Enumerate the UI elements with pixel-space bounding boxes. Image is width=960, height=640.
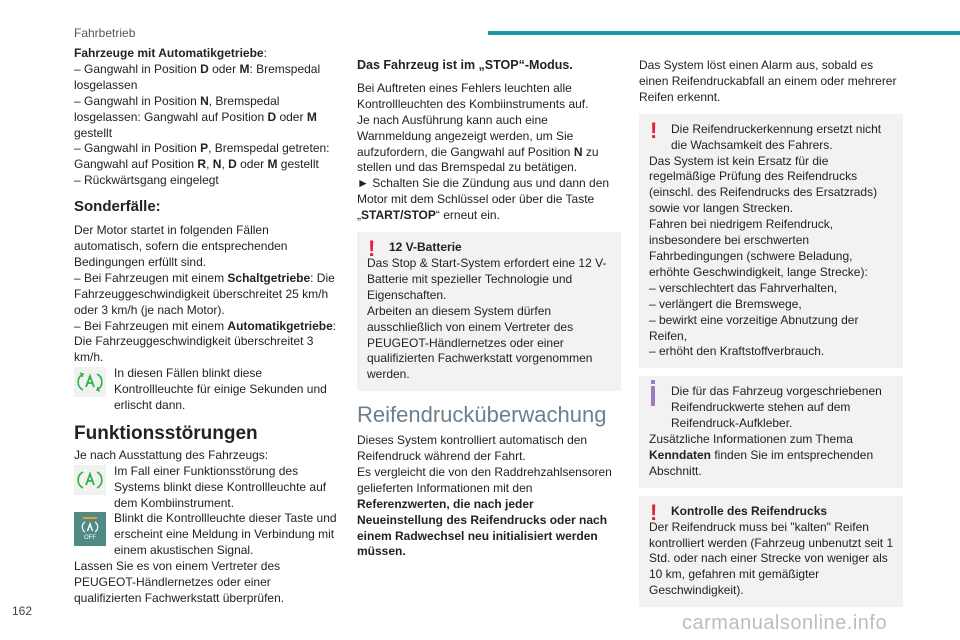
battery-warning-title: 12 V-Batterie (389, 240, 462, 255)
page-number: 162 (12, 604, 33, 618)
tpms-text-1: Dieses System kontrolliert automatisch den Reifendruck während der Fahrt. (357, 433, 588, 464)
pressure-check-title: Kontrolle des Reifendrucks (671, 503, 828, 518)
column-1 (74, 46, 338, 607)
stop-mode-text-3: ► Schalten Sie die Zündung aus und dann den Motor mit dem Schlüssel oder über die Taste „START/STOP“ erneut ein. (357, 176, 610, 223)
warning-exclamation-icon: ! (650, 499, 658, 525)
tyre-warning-box: ! Die Reifendruckerkennung ersetzt nicht die Wachsamkeit des Fahrers. Das System ist kein Ersatz für die regelmäßige Prüfung des Reifendrucks (einschl. des Reifendrucks des Ersatzrads) sowie vor langen Strecken. Fahren bei niedrigem Reifendruck, insbesondere bei erschwerten Fahrbedingungen (schwere Beladung, erhöhte Geschwindigkeit, lange Strecke): – verschlechtert das Fahrverhalten, – verlängert die Bremswege, – bewirkt eine vorzeitige Abnutzung der Reifen, – erhöht den Kraftstoffverbrauch. (639, 114, 903, 369)
stop-start-green-indicator-icon (74, 367, 106, 397)
column-2 (357, 46, 621, 560)
list-item: – verlängert die Bremswege, (649, 296, 802, 311)
auto-gearbox-title: Fahrzeuge mit Automatikgetriebe (74, 46, 264, 60)
warning-exclamation-icon: ! (650, 117, 658, 143)
special-cases-indicator: In diesen Fällen blinkt diese Kontrollleuchte für einige Sekunden und erlischt dann. (74, 366, 338, 414)
auto-gearbox-block: Fahrzeuge mit Automatikgetriebe: – Gangwahl in Position D oder M: Bremspedal losgelassen – Gangwahl in Position N, Bremspedal losgelassen: Gangwahl auf Position D oder M gestellt – Gangwahl in Position P, Bremspedal getreten: Gangwahl auf Position R, N, D oder M gestellt – Rückwärtsgang eingelegt (74, 46, 330, 188)
alarm-text: Das System löst einen Alarm aus, sobald es einen Reifendruckabfall an einem oder mehrerer Reifen erkennt. (639, 58, 897, 104)
tpms-heading: Reifendrucküberwachung (357, 402, 607, 428)
special-cases-intro: Der Motor startet in folgenden Fällen automatisch, sofern die entsprechenden Bedingungen erfüllt sind. (74, 223, 288, 269)
info-icon (651, 380, 655, 384)
tpms-text-2: Es vergleicht die von den Raddrehzahlsensoren gelieferten Informationen mit den Referenzwerten, die nach jeder Neueinstellung des Reifendrucks oder nach einem Radwechsel neu initialisiert werden müssen. (357, 464, 612, 559)
running-header: Fahrbetrieb (74, 26, 136, 40)
stop-mode-text-1: Bei Auftreten eines Fehlers leuchten alle Kontrollleuchten des Kombiinstruments auf. (357, 80, 589, 111)
faults-indicator-1: Im Fall einer Funktionsstörung des Systems blinkt diese Kontrollleuchte auf dem Kombiinstrument. (74, 464, 338, 512)
header-accent-bar (488, 31, 960, 35)
pressure-check-warning-box: ! Kontrolle des Reifendrucks Der Reifendruck muss bei "kalten" Reifen kontrolliert werden (Fahrzeug unbenutzt seit 1 Std. oder nach einer Strecke von weniger als 10 km, gefahren mit gemäßigter Geschwindigkeit). (639, 496, 903, 607)
battery-warning-box: ! 12 V-Batterie Das Stop & Start-System erfordert eine 12 V-Batterie mit spezieller Technologie und Eigenschaften. Arbeiten an diesem System dürfen ausschließlich von einem Vertreter des PEUGEOT-Händlernetzes oder einer qualifizierten Fachwerkstatt vorgenommen werden. (357, 232, 621, 391)
stop-start-indicator-icon (74, 465, 106, 495)
faults-indicator-2: OFF Blinkt die Kontrollleuchte dieser Taste und erscheint eine Meldung in Verbindung mit einem akustischen Signal. (74, 511, 338, 559)
special-cases-auto: – Bei Fahrzeugen mit einem Automatikgetriebe: Die Fahrzeuggeschwindigkeit überschreitet 3 km/h. (74, 318, 337, 365)
stop-mode-text-2: Je nach Ausführung kann auch eine Warnmeldung angezeigt werden, um Sie aufzufordern, die Gangwahl auf Position N zu stellen und das Bremspedal zu betätigen. (357, 112, 599, 175)
list-item: – bewirkt eine vorzeitige Abnutzung der Reifen, (649, 312, 859, 343)
faults-heading: Funktionsstörungen (74, 422, 258, 444)
faults-intro: Je nach Ausstattung des Fahrzeugs: (74, 447, 269, 462)
list-item: – verschlechtert das Fahrverhalten, (649, 280, 838, 295)
special-cases-manual: – Bei Fahrzeugen mit einem Schaltgetriebe: Die Fahrzeuggeschwindigkeit überschreitet 25 km/h oder 3 km/h (je nach Motor). (74, 270, 335, 317)
special-cases-heading: Sonderfälle: (74, 198, 161, 216)
column-3 (639, 46, 903, 615)
watermark: carmanualsonline.info (682, 612, 888, 634)
warning-exclamation-icon: ! (368, 236, 376, 262)
tyre-info-box: Die für das Fahrzeug vorgeschriebenen Reifendruckwerte stehen auf dem Reifendruck-Aufkleber. Zusätzliche Informationen zum Thema Kenndaten finden Sie im entsprechenden Abschnitt. (639, 376, 903, 487)
list-item: – erhöht den Kraftstoffverbrauch. (649, 344, 825, 359)
faults-outro: Lassen Sie es von einem Vertreter des PEUGEOT-Händlernetzes oder einer qualifizierten Fachwerkstatt überprüfen. (74, 559, 285, 605)
stop-start-off-button-icon: OFF (74, 512, 106, 546)
stop-mode-heading: Das Fahrzeug ist im „STOP“-Modus. (357, 58, 573, 72)
